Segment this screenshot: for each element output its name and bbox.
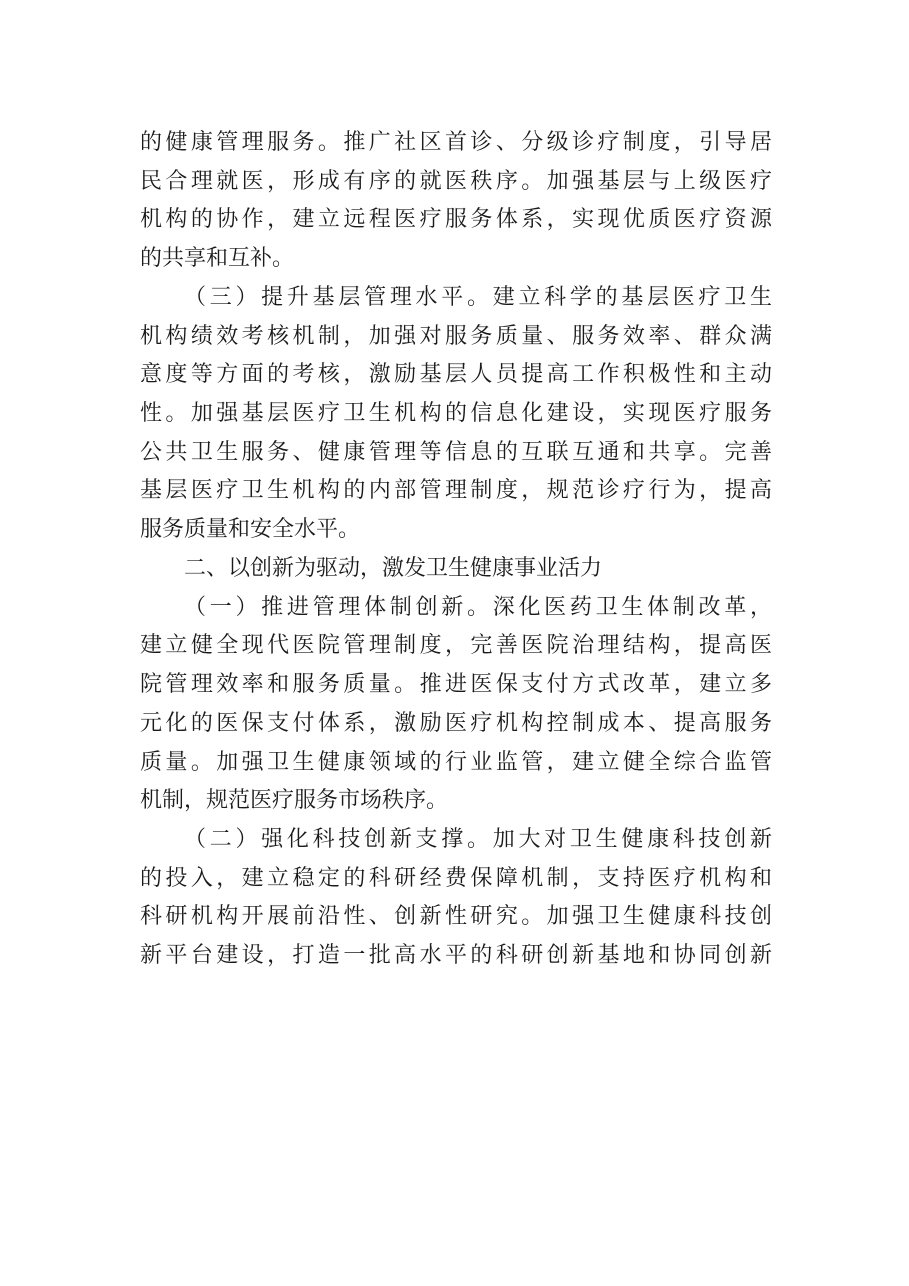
paragraph-line: 的投入，建立稳定的科研经费保障机制，支持医疗机构和 [140, 865, 772, 891]
paragraph-line: （一）推进管理体制创新。深化医药卫生体制改革， [184, 594, 772, 620]
document-body [140, 124, 772, 976]
paragraph-line: 科研机构开展前沿性、创新性研究。加强卫生健康科技创 [140, 904, 772, 930]
paragraph-line: 民合理就医，形成有序的就医秩序。加强基层与上级医疗 [140, 168, 772, 194]
paragraph-line: 机制，规范医疗服务市场秩序。 [140, 788, 449, 814]
section-heading: 二、以创新为驱动，激发卫生健康事业活力 [184, 555, 603, 581]
paragraph-line: 的健康管理服务。推广社区首诊、分级诊疗制度，引导居 [140, 130, 772, 155]
paragraph-line: 机构绩效考核机制，加强对服务质量、服务效率、群众满 [140, 323, 772, 349]
paragraph-line: 意度等方面的考核，激励基层人员提高工作积极性和主动 [140, 362, 772, 388]
paragraph-line: 院管理效率和服务质量。推进医保支付方式改革，建立多 [140, 672, 772, 698]
paragraph-line: 质量。加强卫生健康领域的行业监管，建立健全综合监管 [140, 749, 772, 775]
paragraph-line: 元化的医保支付体系，激励医疗机构控制成本、提高服务 [140, 710, 772, 736]
paragraph-line: 建立健全现代医院管理制度，完善医院治理结构，提高医 [140, 633, 772, 659]
paragraph-line: 的共享和互补。 [140, 246, 295, 272]
paragraph-line: 基层医疗卫生机构的内部管理制度，规范诊疗行为，提高 [140, 478, 772, 504]
paragraph-line: （二）强化科技创新支撑。加大对卫生健康科技创新 [184, 826, 772, 852]
paragraph-line: 公共卫生服务、健康管理等信息的互联互通和共享。完善 [140, 439, 772, 465]
paragraph-line: 机构的协作，建立远程医疗服务体系，实现优质医疗资源 [140, 207, 772, 233]
paragraph-line: （三）提升基层管理水平。建立科学的基层医疗卫生 [184, 284, 772, 310]
paragraph-line: 服务质量和安全水平。 [140, 517, 361, 543]
paragraph-line: 新平台建设，打造一批高水平的科研创新基地和协同创新 [140, 943, 772, 969]
paragraph-line: 性。加强基层医疗卫生机构的信息化建设，实现医疗服务 [140, 401, 772, 427]
